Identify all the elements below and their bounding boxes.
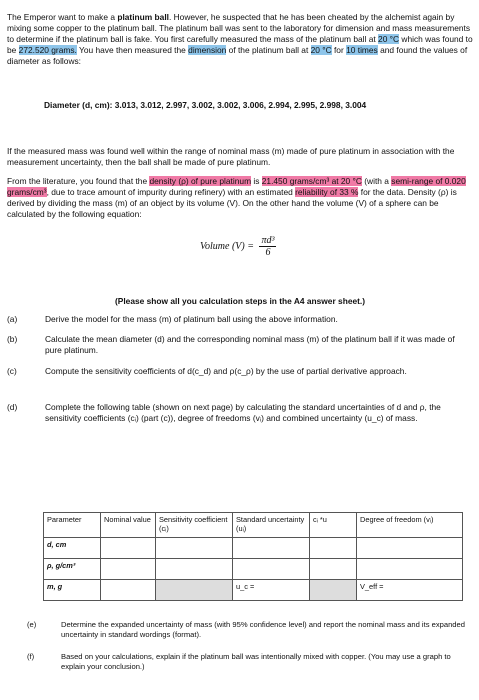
question-c <box>7 366 473 377</box>
uncertainty-table <box>43 512 463 601</box>
table-cell[interactable] <box>233 559 310 580</box>
density-text: (with a <box>361 176 392 186</box>
table-cell-shaded <box>156 580 233 601</box>
table-header: Sensitivity coefficient (cᵢ) <box>156 513 233 538</box>
instruction <box>7 296 473 307</box>
intro-text: of the platinum ball at <box>226 45 311 55</box>
table-row <box>44 559 463 580</box>
volume-formula <box>200 235 276 258</box>
formula-denominator: 6 <box>265 247 271 258</box>
question-d <box>7 402 473 424</box>
table-cell[interactable] <box>310 538 357 559</box>
highlight-times: 10 times <box>346 45 378 55</box>
table-header: Degree of freedom (vᵢ) <box>357 513 463 538</box>
question-label: (a) <box>7 314 18 324</box>
intro-text: and found the values of diameter as follows: <box>7 45 468 66</box>
formula-numerator: πd³ <box>261 235 275 246</box>
density-text: is <box>251 176 262 186</box>
question-text: Based on your calculations, explain if the platinum ball was intentionally mixed with copper. (You may use a graph to explain your conclusion.) <box>61 652 451 671</box>
highlight-temperature: 20 °C <box>378 34 400 44</box>
intro-paragraph <box>7 12 473 67</box>
question-text: Calculate the mean diameter (d) and the corresponding nominal mass (m) of the platinum ball if it was made of pure platinum. <box>45 334 455 355</box>
highlight-density: density (ρ) of pure platinum <box>149 176 252 186</box>
paragraph-condition: If the measured mass was found well within the range of nominal mass (m) made of pure platinum in association with the measurement uncertainty, then the ball shall be made of pure platinum. <box>7 146 455 167</box>
intro-text: for <box>331 45 347 55</box>
intro-text: . However, he suspected that he has been cheated by the alchemist again by mixing some copper to the platinum ball. The platinum ball was sent to the laboratory for dimension and mass measurements to determine if the platinum ball is fake. You first carefully measured the mass of the platinum ball at <box>7 12 471 44</box>
table-cell[interactable] <box>310 559 357 580</box>
table-cell-parameter: d, cm <box>44 538 101 559</box>
formula-fraction <box>259 235 276 258</box>
intro-text: The Emperor want to make a <box>7 12 118 22</box>
platinum-ball-term: platinum ball <box>117 12 169 22</box>
question-label: (d) <box>7 402 18 412</box>
density-text: , due to trace amount of impurity during refinery) with an estimated <box>46 187 296 197</box>
table-row <box>44 580 463 601</box>
table-cell[interactable] <box>156 559 233 580</box>
highlight-mass: 272.520 grams. <box>18 45 77 55</box>
table-header: Standard uncertainty (uᵢ) <box>233 513 310 538</box>
table-header: cᵢ *u <box>310 513 357 538</box>
table-cell-combined-uncertainty[interactable]: u_c = <box>233 580 310 601</box>
formula-lhs: Volume (V) = <box>200 240 254 252</box>
question-label: (e) <box>27 620 37 629</box>
table-header-row <box>44 513 463 538</box>
highlight-dimension: dimension <box>188 45 227 55</box>
table-cell[interactable] <box>156 538 233 559</box>
intro-text: You have then measured the <box>76 45 189 55</box>
table-row <box>44 538 463 559</box>
question-text: Derive the model for the mass (m) of platinum ball using the above information. <box>45 314 338 324</box>
table-cell[interactable] <box>357 559 463 580</box>
instruction-text: (Please show all you calculation steps in the A4 answer sheet.) <box>114 296 366 306</box>
table-cell[interactable] <box>357 538 463 559</box>
table-cell-effective-dof[interactable]: V_eff = <box>357 580 463 601</box>
question-a <box>7 314 473 325</box>
table-cell[interactable] <box>101 538 156 559</box>
density-text: for the data. Density (ρ) is derived by dividing the mass (m) of an object by its volume (V). On the other hand the volume (V) of a sphere can be calculated by the following equation: <box>7 187 457 219</box>
question-text: Determine the expanded uncertainty of mass (with 95% confidence level) and report the nominal mass and its expanded uncertainty in standard wordings (format). <box>61 620 465 639</box>
table-cell[interactable] <box>101 580 156 601</box>
question-f <box>7 652 473 672</box>
table-cell[interactable] <box>233 538 310 559</box>
question-text: Complete the following table (shown on next page) by calculating the standard uncertainties of d and ρ, the sensitivity coefficients (cᵢ) (part (c)), degree of freedoms (vᵢ) and combined uncertainty (u_c) of mass. <box>45 402 441 423</box>
highlight-temperature-2: 20 °C <box>310 45 332 55</box>
diameter-values <box>44 100 473 111</box>
highlight-density-value: 21.450 grams/cm³ at 20 °C <box>261 176 362 186</box>
highlight-semi-range: semi-range of 0.020 grams/cm³ <box>7 176 466 197</box>
table-header: Parameter <box>44 513 101 538</box>
table-cell-shaded <box>310 580 357 601</box>
density-paragraph <box>7 176 473 220</box>
question-label: (f) <box>27 652 35 661</box>
table-cell[interactable] <box>101 559 156 580</box>
question-e <box>7 620 473 640</box>
question-b <box>7 334 473 356</box>
question-label: (b) <box>7 334 18 344</box>
question-label: (c) <box>7 366 17 376</box>
intro-text: which was found to be <box>7 34 473 55</box>
table-cell-parameter: m, g <box>44 580 101 601</box>
density-text: From the literature, you found that the <box>7 176 150 186</box>
highlight-reliability: reliability of 33 % <box>295 187 359 197</box>
table-header: Nominal value <box>101 513 156 538</box>
diameter-line: Diameter (d, cm): 3.013, 3.012, 2.997, 3.002, 3.002, 3.006, 2.994, 2.995, 2.998, 3.004 <box>44 100 367 110</box>
table-cell-parameter: ρ, g/cm³ <box>44 559 101 580</box>
question-text: Compute the sensitivity coefficients of d(c_d) and ρ(c_ρ) by the use of partial derivative approach. <box>45 366 407 376</box>
